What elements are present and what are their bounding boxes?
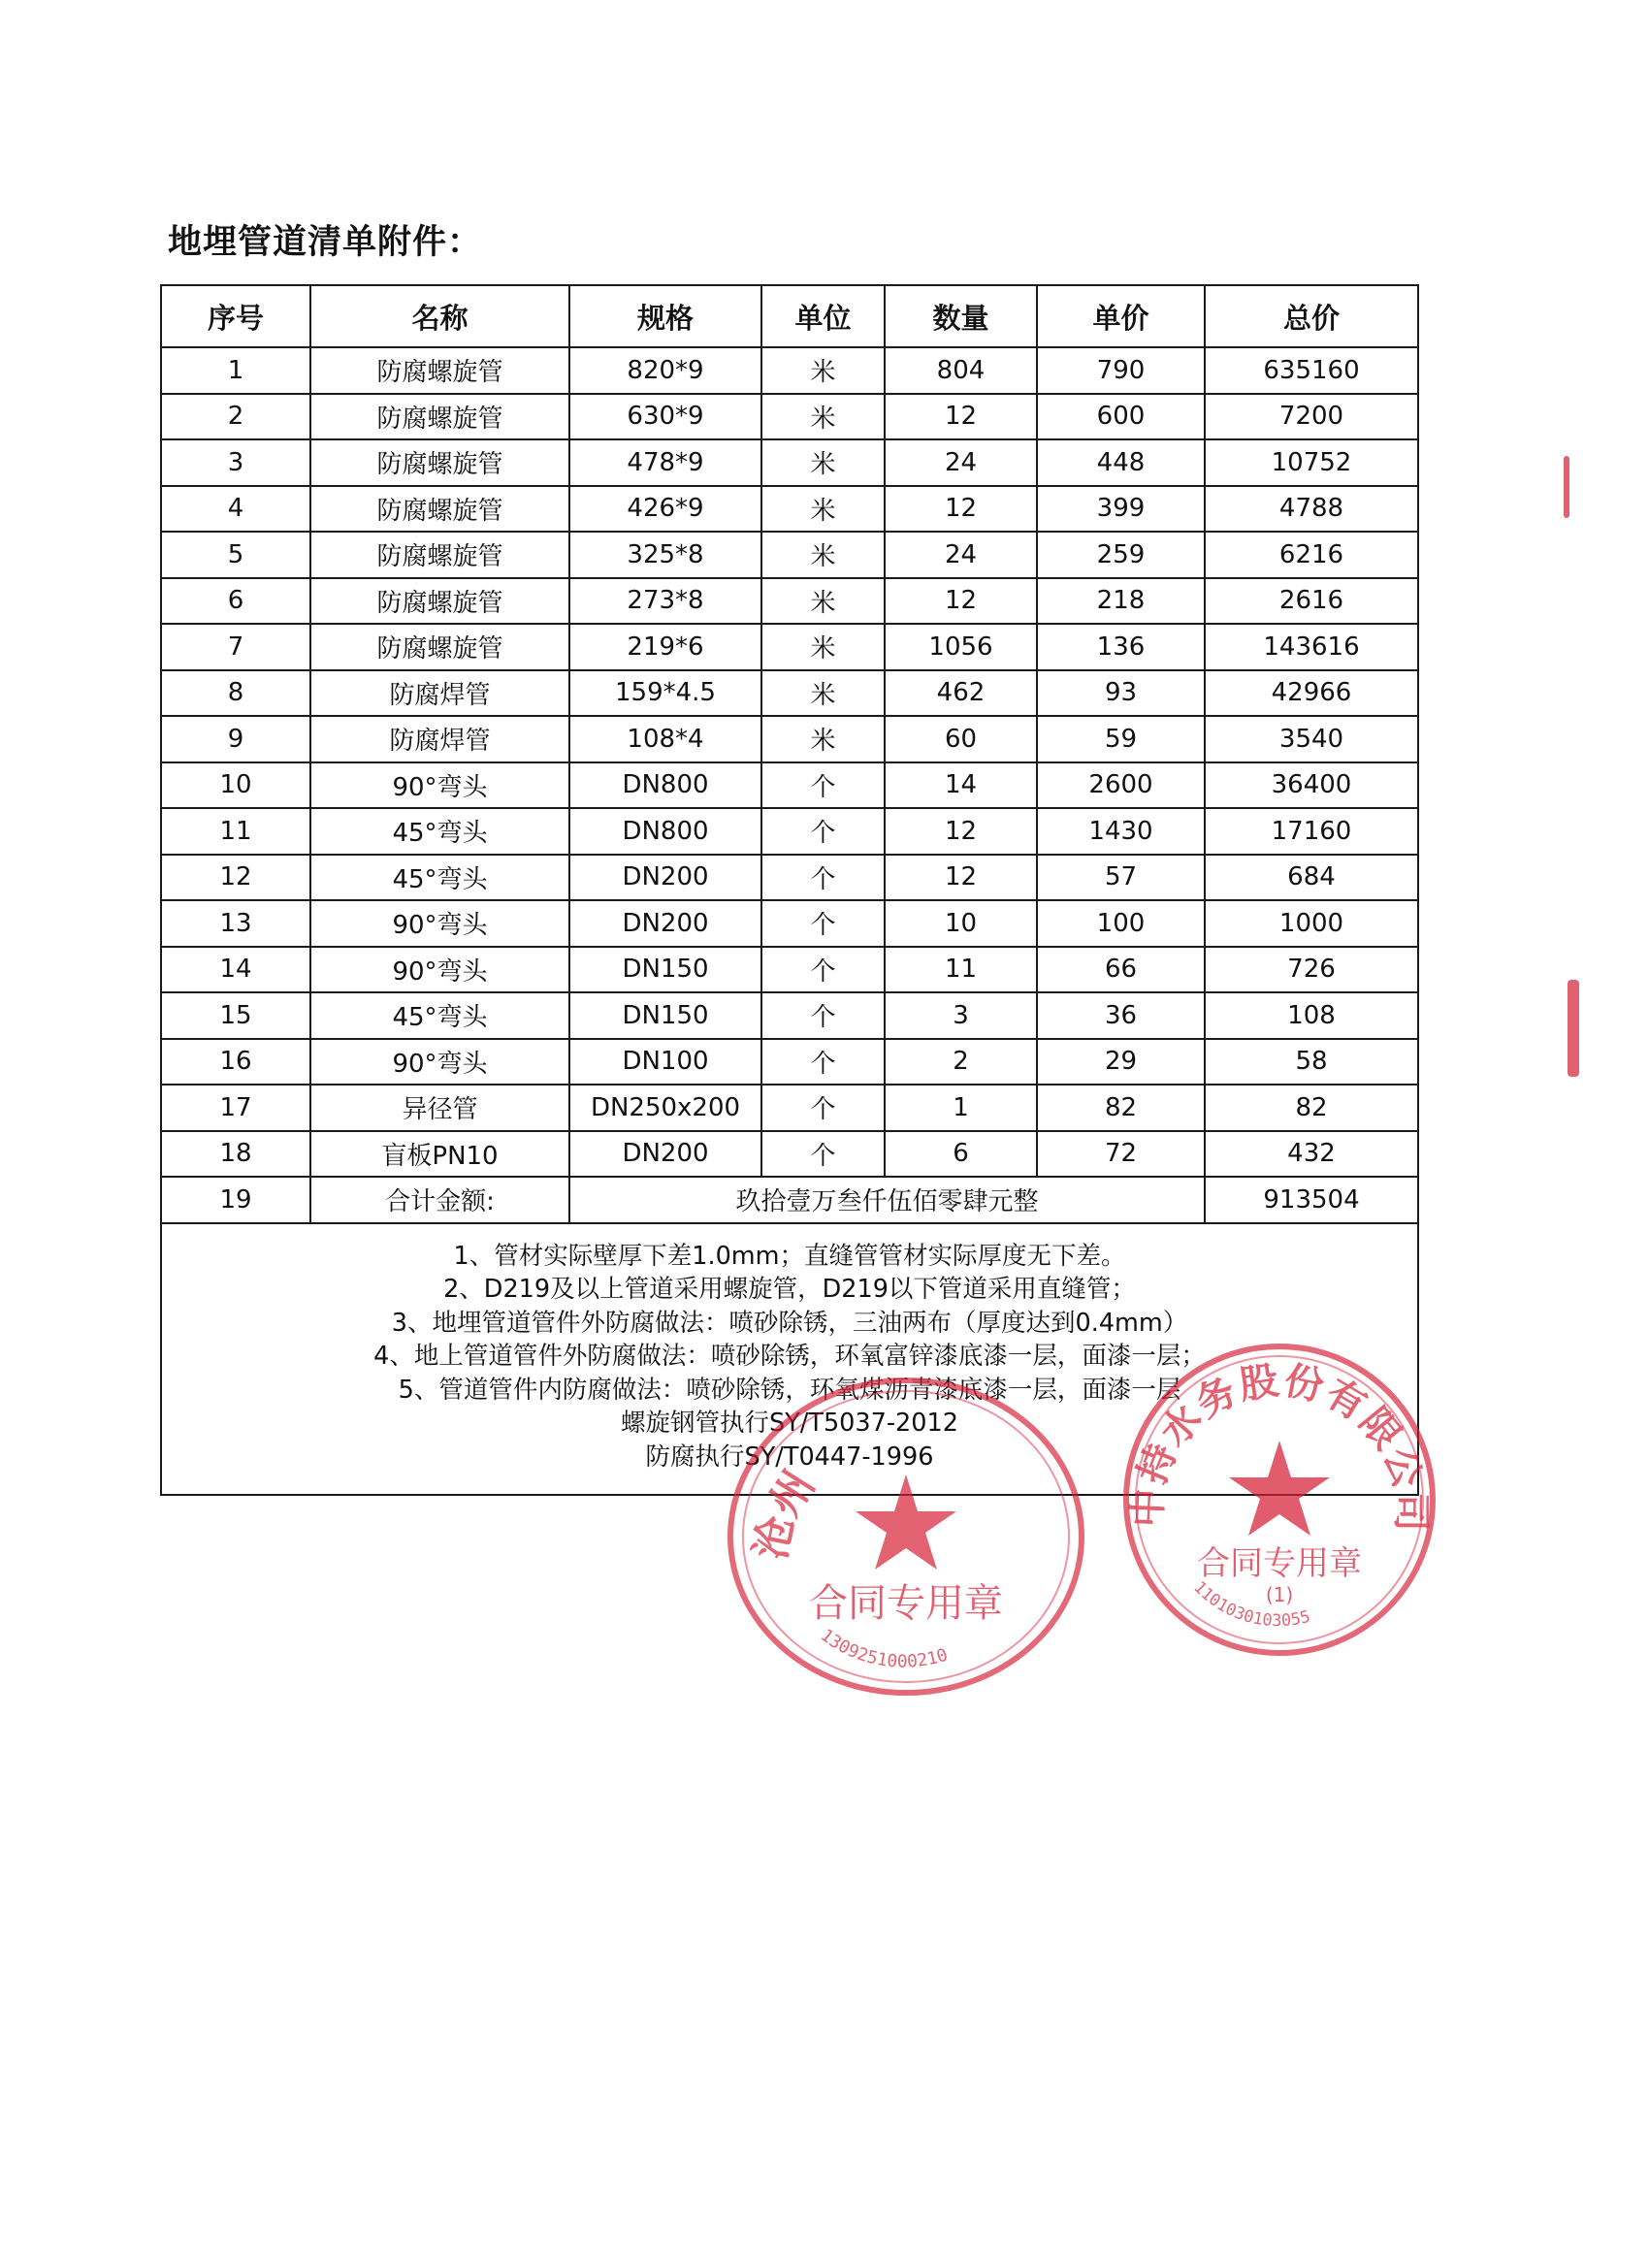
cell-index: 17	[161, 1085, 310, 1131]
cell-unit: 米	[761, 347, 885, 394]
cell-unit: 个	[761, 947, 885, 993]
cell-quantity: 11	[885, 947, 1037, 993]
cell-unit: 米	[761, 532, 885, 578]
cell-name: 防腐螺旋管	[310, 578, 569, 625]
seal-right-center-text: 合同专用章	[1197, 1544, 1362, 1583]
cell-quantity: 3	[885, 992, 1037, 1039]
header-quantity: 数量	[885, 285, 1037, 347]
cell-quantity: 1056	[885, 624, 1037, 670]
header-unit-price: 单价	[1037, 285, 1205, 347]
cell-quantity: 2	[885, 1039, 1037, 1085]
table-row	[161, 532, 1418, 578]
cell-unit-price: 66	[1037, 947, 1205, 993]
table-row	[161, 1039, 1418, 1085]
cell-name: 90°弯头	[310, 900, 569, 947]
cell-quantity: 12	[885, 486, 1037, 533]
cell-total-price: 36400	[1205, 762, 1418, 809]
header-total-price: 总价	[1205, 285, 1418, 347]
cell-total-price: 3540	[1205, 716, 1418, 762]
cell-quantity: 6	[885, 1131, 1037, 1178]
cell-name: 45°弯头	[310, 808, 569, 855]
table-row	[161, 947, 1418, 993]
cell-name: 防腐螺旋管	[310, 394, 569, 440]
cell-total-price: 108	[1205, 992, 1418, 1039]
cell-total-price: 58	[1205, 1039, 1418, 1085]
cell-spec: DN800	[569, 762, 761, 809]
cell-name: 90°弯头	[310, 762, 569, 809]
cell-unit: 米	[761, 624, 885, 670]
table-row	[161, 347, 1418, 394]
cell-total-price: 635160	[1205, 347, 1418, 394]
note-line-2: 2、D219及以上管道采用螺旋管，D219以下管道采用直缝管；	[443, 1275, 1136, 1304]
cell-unit-price: 93	[1037, 670, 1205, 717]
seal-left-graphic	[728, 1377, 1084, 1696]
cell-name: 异径管	[310, 1085, 569, 1131]
cell-name: 防腐螺旋管	[310, 347, 569, 394]
cell-unit-price: 399	[1037, 486, 1205, 533]
cell-spec: 820*9	[569, 347, 761, 394]
cell-index: 10	[161, 762, 310, 809]
cell-unit-price: 100	[1037, 900, 1205, 947]
cell-quantity: 12	[885, 394, 1037, 440]
company-seal-left	[728, 1377, 1084, 1696]
cell-unit-price: 2600	[1037, 762, 1205, 809]
cell-unit: 个	[761, 1131, 885, 1178]
cell-quantity: 24	[885, 532, 1037, 578]
total-label: 合计金额:	[310, 1177, 569, 1223]
cell-quantity: 1	[885, 1085, 1037, 1131]
cell-index: 5	[161, 532, 310, 578]
cell-index: 14	[161, 947, 310, 993]
cell-index: 7	[161, 624, 310, 670]
cell-index: 6	[161, 578, 310, 625]
cell-unit-price: 259	[1037, 532, 1205, 578]
cell-spec: 273*8	[569, 578, 761, 625]
header-spec: 规格	[569, 285, 761, 347]
table-row	[161, 900, 1418, 947]
cell-spec: 108*4	[569, 716, 761, 762]
cell-unit-price: 72	[1037, 1131, 1205, 1178]
cell-quantity: 462	[885, 670, 1037, 717]
cell-unit-price: 36	[1037, 992, 1205, 1039]
cell-total-price: 4788	[1205, 486, 1418, 533]
cell-name: 90°弯头	[310, 947, 569, 993]
header-unit: 单位	[761, 285, 885, 347]
table-header-row	[161, 285, 1418, 347]
cell-quantity: 804	[885, 347, 1037, 394]
seal-edge-mark	[1568, 980, 1579, 1077]
company-seal-right	[1123, 1344, 1436, 1656]
cell-unit-price: 136	[1037, 624, 1205, 670]
cell-total-price: 17160	[1205, 808, 1418, 855]
cell-total-price: 42966	[1205, 670, 1418, 717]
note-line-standard-1: 螺旋钢管执行SY/T5037-2012	[621, 1409, 958, 1438]
table-row	[161, 1085, 1418, 1131]
cell-unit-price: 57	[1037, 855, 1205, 901]
cell-spec: DN200	[569, 900, 761, 947]
cell-index: 15	[161, 992, 310, 1039]
cell-name: 防腐焊管	[310, 670, 569, 717]
table-row	[161, 670, 1418, 717]
cell-spec: 478*9	[569, 439, 761, 486]
cell-spec: DN150	[569, 947, 761, 993]
cell-unit: 个	[761, 762, 885, 809]
table-row	[161, 486, 1418, 533]
cell-name: 盲板PN10	[310, 1131, 569, 1178]
cell-spec: 219*6	[569, 624, 761, 670]
table-row	[161, 578, 1418, 625]
table-body	[161, 347, 1418, 1177]
cell-spec: 630*9	[569, 394, 761, 440]
cell-name: 防腐螺旋管	[310, 624, 569, 670]
cell-spec: 325*8	[569, 532, 761, 578]
cell-unit-price: 59	[1037, 716, 1205, 762]
cell-unit: 米	[761, 439, 885, 486]
seal-right-number: 1101030103055	[1189, 1577, 1312, 1632]
cell-total-price: 726	[1205, 947, 1418, 993]
cell-total-price: 82	[1205, 1085, 1418, 1131]
cell-unit: 米	[761, 394, 885, 440]
cell-quantity: 24	[885, 439, 1037, 486]
cell-quantity: 12	[885, 808, 1037, 855]
cell-index: 1	[161, 347, 310, 394]
seal-edge-mark	[1564, 456, 1569, 518]
table-row	[161, 808, 1418, 855]
pipe-list-table	[160, 284, 1419, 1496]
cell-index: 2	[161, 394, 310, 440]
table-row	[161, 716, 1418, 762]
cell-total-price: 2616	[1205, 578, 1418, 625]
cell-spec: DN100	[569, 1039, 761, 1085]
seal-right-graphic	[1123, 1344, 1436, 1656]
table-row	[161, 1131, 1418, 1178]
cell-unit-price: 600	[1037, 394, 1205, 440]
cell-name: 防腐焊管	[310, 716, 569, 762]
cell-unit: 米	[761, 716, 885, 762]
total-row	[161, 1177, 1418, 1223]
cell-spec: DN800	[569, 808, 761, 855]
seal-left-number: 1309251000210	[816, 1625, 951, 1672]
header-index: 序号	[161, 285, 310, 347]
cell-index: 4	[161, 486, 310, 533]
cell-total-price: 6216	[1205, 532, 1418, 578]
cell-spec: DN150	[569, 992, 761, 1039]
cell-spec: 159*4.5	[569, 670, 761, 717]
seal-right-sub-text: (1)	[1265, 1583, 1294, 1606]
star-icon	[1229, 1441, 1330, 1536]
cell-name: 防腐螺旋管	[310, 439, 569, 486]
cell-quantity: 14	[885, 762, 1037, 809]
seal-left-outer-text: 沧州	[745, 1462, 825, 1564]
cell-index: 13	[161, 900, 310, 947]
cell-unit-price: 218	[1037, 578, 1205, 625]
note-line-4: 4、地上管道管件外防腐做法：喷砂除锈，环氧富锌漆底漆一层，面漆一层；	[373, 1342, 1206, 1371]
cell-unit: 个	[761, 1039, 885, 1085]
cell-unit: 个	[761, 992, 885, 1039]
table-row	[161, 394, 1418, 440]
cell-unit: 米	[761, 578, 885, 625]
cell-unit-price: 1430	[1037, 808, 1205, 855]
cell-index: 16	[161, 1039, 310, 1085]
cell-index: 8	[161, 670, 310, 717]
cell-total-price: 432	[1205, 1131, 1418, 1178]
table-row	[161, 855, 1418, 901]
cell-index: 18	[161, 1131, 310, 1178]
table-row	[161, 439, 1418, 486]
cell-name: 45°弯头	[310, 992, 569, 1039]
header-name: 名称	[310, 285, 569, 347]
seal-left-center-text: 合同专用章	[809, 1581, 1003, 1626]
cell-unit: 米	[761, 486, 885, 533]
cell-index: 11	[161, 808, 310, 855]
cell-total-price: 10752	[1205, 439, 1418, 486]
cell-unit: 个	[761, 900, 885, 947]
cell-index: 12	[161, 855, 310, 901]
cell-spec: 426*9	[569, 486, 761, 533]
cell-total-price: 7200	[1205, 394, 1418, 440]
total-amount: 913504	[1205, 1177, 1418, 1223]
table-row	[161, 762, 1418, 809]
cell-name: 45°弯头	[310, 855, 569, 901]
cell-index: 9	[161, 716, 310, 762]
cell-name: 90°弯头	[310, 1039, 569, 1085]
cell-spec: DN200	[569, 855, 761, 901]
cell-spec: DN250x200	[569, 1085, 761, 1131]
cell-unit: 米	[761, 670, 885, 717]
note-line-3: 3、地埋管道管件外防腐做法：喷砂除锈，三油两布（厚度达到0.4mm）	[391, 1308, 1188, 1338]
note-line-1: 1、管材实际壁厚下差1.0mm；直缝管管材实际厚度无下差。	[453, 1241, 1126, 1271]
cell-unit: 个	[761, 1085, 885, 1131]
cell-unit: 个	[761, 855, 885, 901]
cell-quantity: 60	[885, 716, 1037, 762]
table-row	[161, 624, 1418, 670]
cell-unit-price: 82	[1037, 1085, 1205, 1131]
table-row	[161, 992, 1418, 1039]
seal-right-outer-text: 中持水务股份有限公司	[1125, 1358, 1434, 1534]
cell-total-price: 1000	[1205, 900, 1418, 947]
cell-name: 防腐螺旋管	[310, 532, 569, 578]
cell-unit-price: 29	[1037, 1039, 1205, 1085]
note-line-5: 5、管道管件内防腐做法：喷砂除锈，环氧煤沥青漆底漆一层，面漆一层	[398, 1375, 1181, 1405]
total-index: 19	[161, 1177, 310, 1223]
cell-spec: DN200	[569, 1131, 761, 1178]
note-line-standard-2: 防腐执行SY/T0447-1996	[645, 1442, 934, 1472]
cell-name: 防腐螺旋管	[310, 486, 569, 533]
cell-unit: 个	[761, 808, 885, 855]
cell-quantity: 10	[885, 900, 1037, 947]
cell-quantity: 12	[885, 578, 1037, 625]
cell-unit-price: 448	[1037, 439, 1205, 486]
cell-total-price: 684	[1205, 855, 1418, 901]
cell-total-price: 143616	[1205, 624, 1418, 670]
cell-quantity: 12	[885, 855, 1037, 901]
total-amount-words: 玖拾壹万叁仟伍佰零肆元整	[569, 1177, 1205, 1223]
star-icon	[856, 1474, 956, 1570]
cell-index: 3	[161, 439, 310, 486]
cell-unit-price: 790	[1037, 347, 1205, 394]
document-title: 地埋管道清单附件：	[168, 223, 483, 262]
